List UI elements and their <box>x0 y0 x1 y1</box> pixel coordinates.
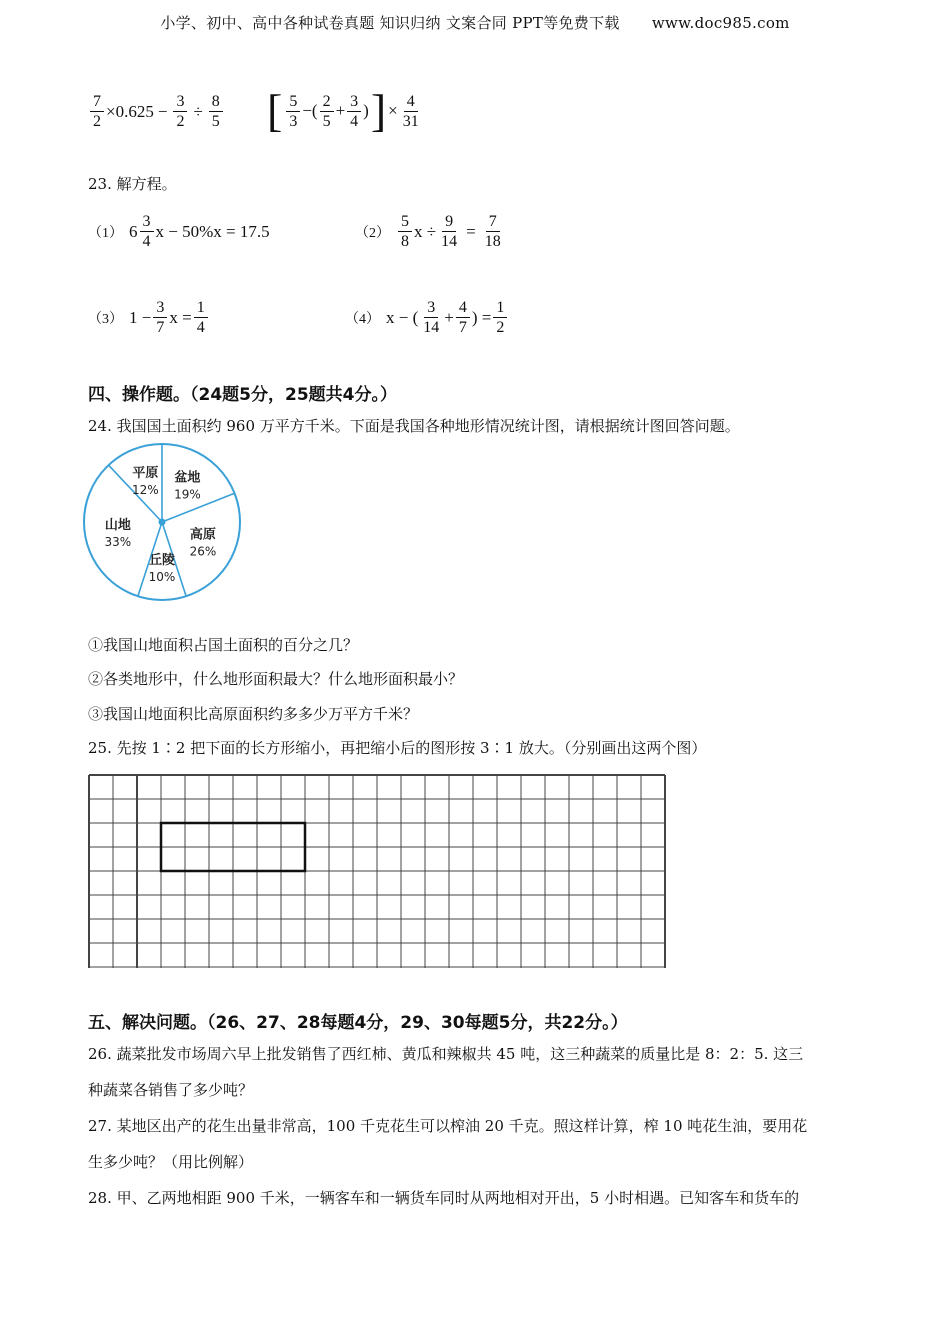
q24-sub1: ①我国山地面积占国土面积的百分之几？ <box>88 636 359 654</box>
q27-line1: 27. 某地区出产的花生出量非常高，100 千克花生可以榨油 20 千克。照这样计算，榨 10 吨花生油，要用花 <box>88 1117 808 1135</box>
pie-slice-label: 丘陵 <box>148 553 176 569</box>
pie-slice-value: 19% <box>174 487 201 502</box>
equation-2: （2） $\frac{5}{8}$ x ÷ $\frac{9}{14}$ = $\frac{7}{18}$ <box>355 212 506 251</box>
fraction: $\frac{5}{8}$ <box>398 212 412 251</box>
q24-text: 24. 我国国土面积约 960 万平方千米。下面是我国各种地形情况统计图，请根据统计图回答问题。 <box>88 417 740 435</box>
pie-slice-value: 10% <box>148 570 176 585</box>
pie-slice-value: 33% <box>104 534 132 549</box>
pie-slice-label: 盆地 <box>174 470 201 486</box>
drawing-grid[interactable] <box>88 774 668 968</box>
fraction: $\frac{5}{3}$ <box>286 92 300 131</box>
expression-1: $\frac{7}{2}$ ×0.625 − $\frac{3}{2}$ ÷ $\frac{8}{5}$ <box>88 92 225 131</box>
pie-slice-label: 平原 <box>132 465 159 481</box>
expression-2: [ $\frac{5}{3}$ −( $\frac{2}{5}$ + $\frac{3}{4}$ ) ] × $\frac{4}{31}$ <box>265 88 424 134</box>
pie-slice-label: 高原 <box>189 527 216 543</box>
left-bracket: [ <box>267 85 283 136</box>
section-4-title: 四、操作题。（24题5分，25题共4分。） <box>88 385 397 405</box>
q24-sub3: ③我国山地面积比高原面积约多多少万平方千米？ <box>88 705 419 723</box>
header-url[interactable]: www.doc985.com <box>651 14 790 32</box>
q25-text: 25. 先按 1∶2 把下面的长方形缩小，再把缩小后的图形按 3∶1 放大。（分别画出这两个图） <box>88 739 707 757</box>
fraction: $\frac{3}{4}$ <box>140 212 154 251</box>
section-5-title: 五、解决问题。（26、27、28每题4分，29、30每题5分，共22分。） <box>88 1013 628 1033</box>
q26-line2: 种蔬菜各销售了多少吨？ <box>88 1081 254 1099</box>
equation-1: （1） 6 $\frac{3}{4}$ x − 50%x = 17.5 <box>88 213 270 250</box>
q24-sub2: ②各类地形中，什么地形面积最大？什么地形面积最小？ <box>88 670 464 688</box>
fraction: $\frac{3}{14}$ <box>423 299 440 336</box>
fraction: $\frac{7}{18}$ <box>484 213 501 250</box>
equation-4: （4） x − ( $\frac{3}{14}$ + $\frac{4}{7}$ ) = $\frac{1}{2}$ <box>345 298 509 337</box>
fraction: $\frac{1}{2}$ <box>493 298 507 337</box>
fraction: $\frac{3}{7}$ <box>153 298 167 337</box>
pie-slice-value: 26% <box>189 544 217 559</box>
fraction: $\frac{8}{5}$ <box>209 92 223 131</box>
terrain-pie-chart <box>80 440 250 610</box>
fraction: $\frac{2}{5}$ <box>320 92 334 131</box>
page-header <box>0 12 950 33</box>
fraction: $\frac{9}{14}$ <box>441 213 458 250</box>
fraction: $\frac{3}{4}$ <box>347 92 361 131</box>
fraction: $\frac{7}{2}$ <box>90 92 104 131</box>
fraction: $\frac{4}{7}$ <box>456 298 470 337</box>
q28-line1: 28. 甲、乙两地相距 900 千米，一辆客车和一辆货车同时从两地相对开出，5 小时相遇。已知客车和货车的 <box>88 1189 800 1207</box>
pie-slice-value: 12% <box>132 482 159 497</box>
pie-slice-label: 山地 <box>104 517 131 533</box>
fraction: $\frac{3}{2}$ <box>173 92 187 131</box>
header-text: 小学、初中、高中各种试卷真题 知识归纳 文案合同 PPT等免费下载 <box>160 14 620 32</box>
equation-3: （3） 1 − $\frac{3}{7}$ x = $\frac{1}{4}$ <box>88 298 210 337</box>
right-bracket: ] <box>370 85 387 136</box>
q26-line1: 26. 蔬菜批发市场周六早上批发销售了西红柿、黄瓜和辣椒共 45 吨，这三种蔬菜的质量比是 8：2：5. 这三 <box>88 1045 804 1063</box>
fraction: $\frac{1}{4}$ <box>194 298 208 337</box>
pie-center-dot <box>159 519 166 526</box>
q27-line2: 生多少吨？（用比例解） <box>88 1153 254 1171</box>
q23-title: 23. 解方程。 <box>88 175 177 193</box>
fraction: $\frac{4}{31}$ <box>402 92 419 130</box>
